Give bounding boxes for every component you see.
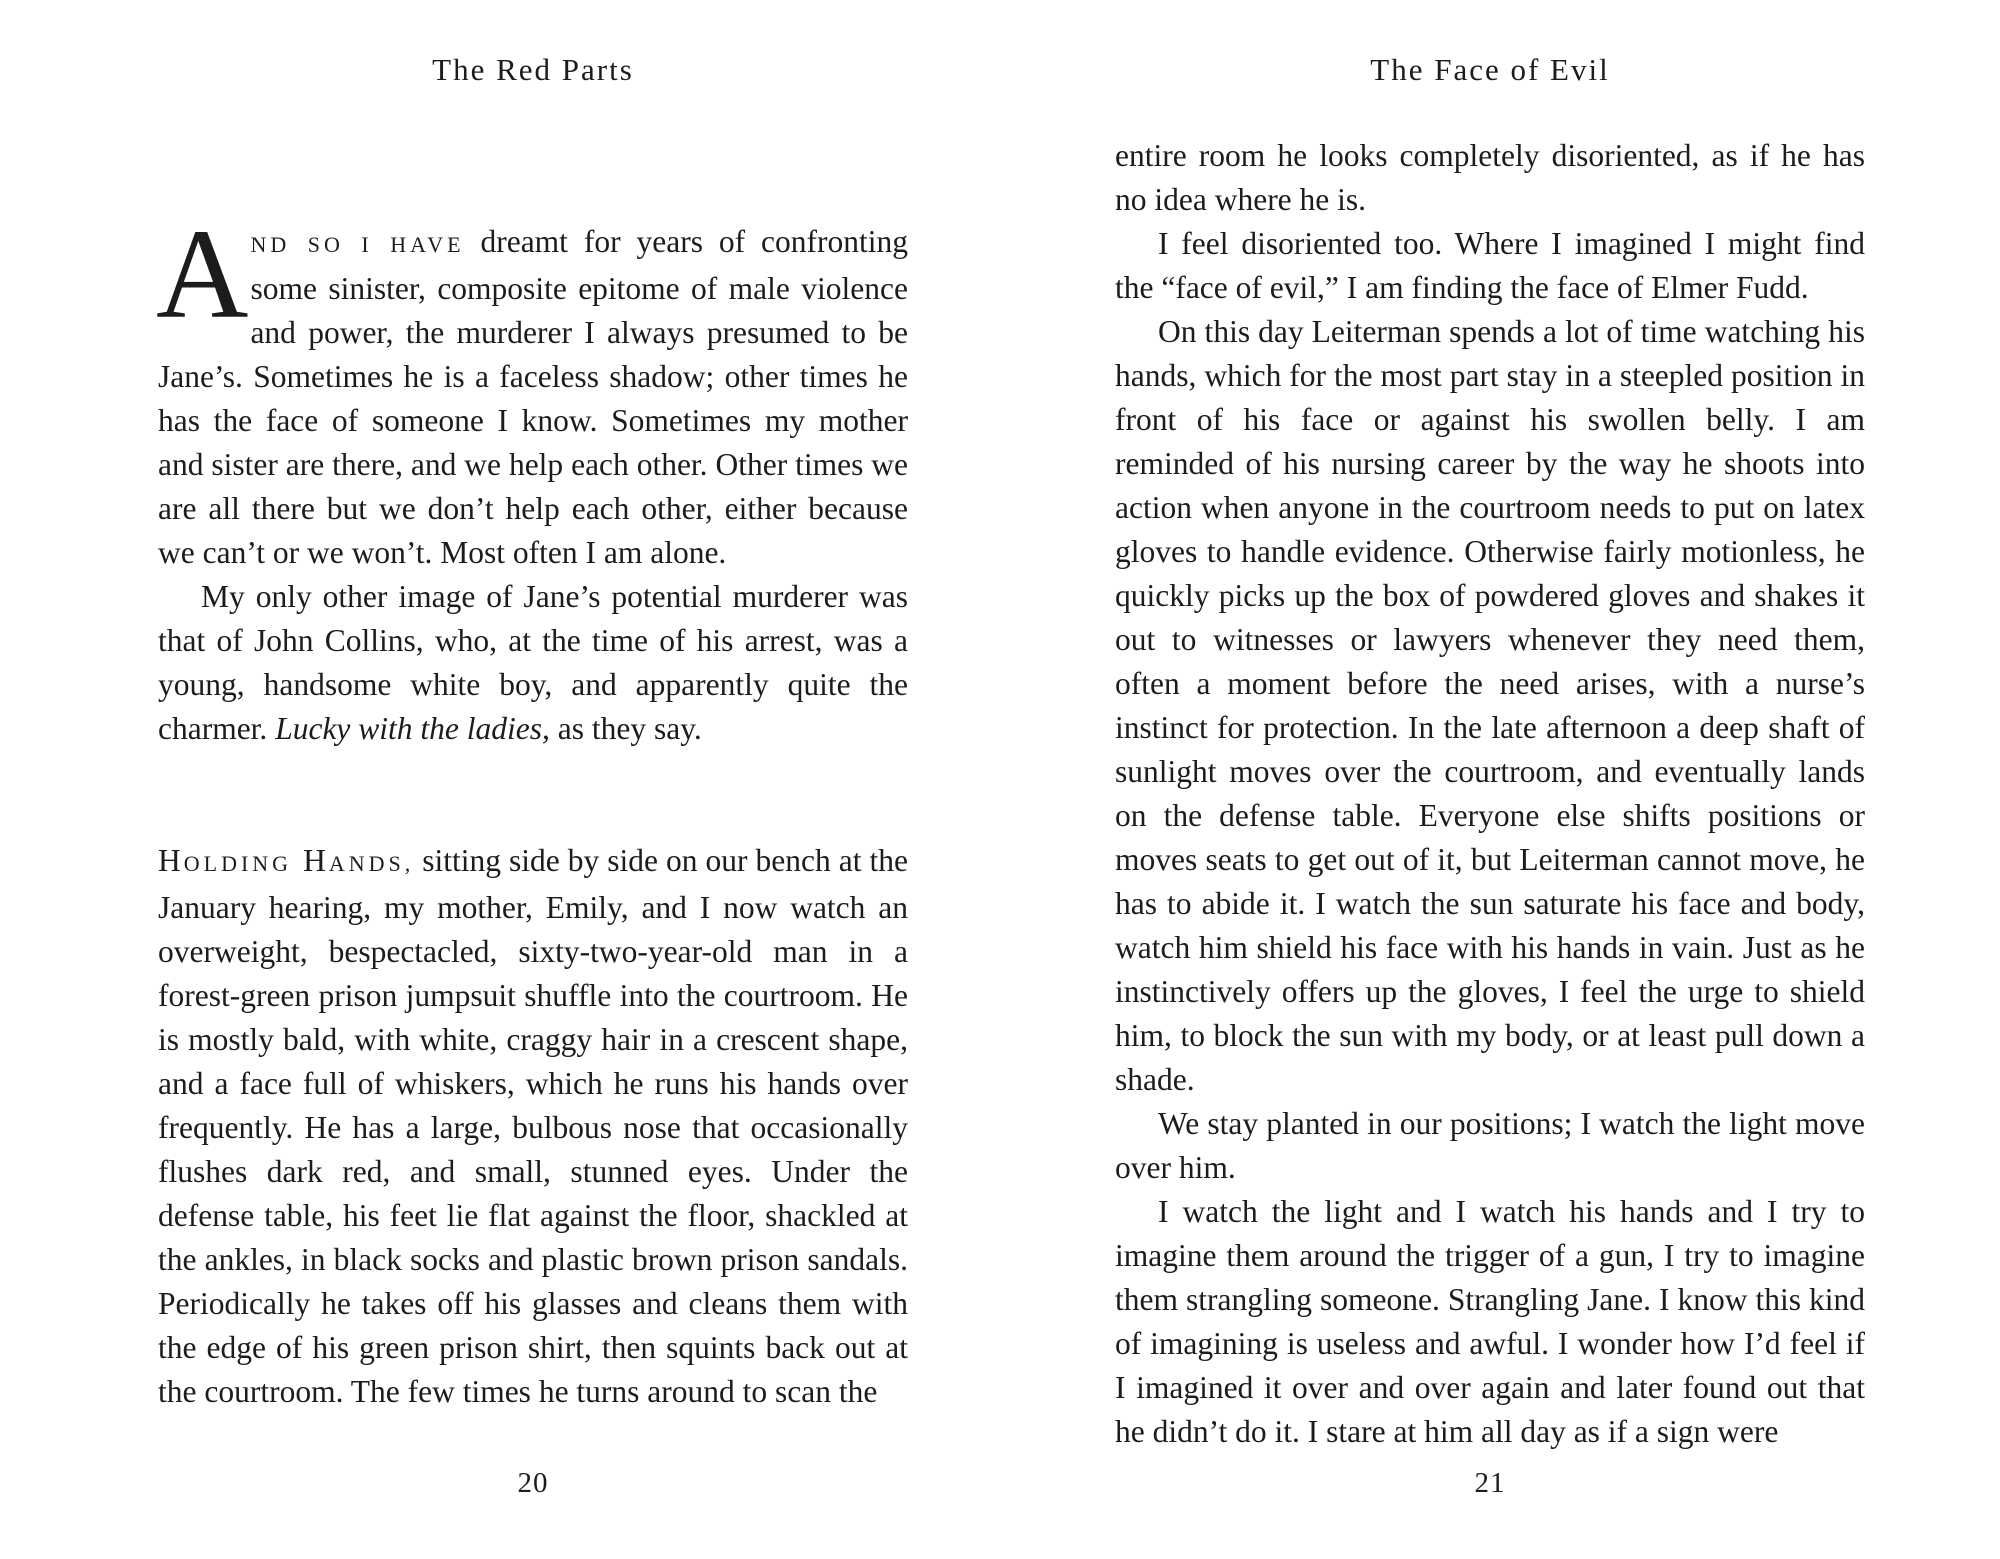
drop-cap: A (156, 203, 249, 345)
paragraph-collins (158, 575, 908, 751)
paragraph-opening (156, 203, 908, 575)
paragraph-text-tail: as they say. (549, 711, 702, 746)
right-page (1000, 0, 2000, 1559)
section-cap-2: H (292, 843, 329, 878)
paragraph-section-start (158, 839, 908, 1414)
paragraph: I feel disoriented too. Where I imagined I might find the “face of evil,” I am finding the face of Elmer Fudd. (1115, 226, 1865, 305)
paragraph-continued: entire room he looks completely disoriented, as if he has no idea where he is. (1115, 138, 1865, 217)
section-cap-1: H (158, 843, 184, 878)
paragraph-text: sitting side by side on our bench at the January hearing, my mother, Emily, and I now watch an overweight, bespectacled, sixty-two-year-old man in a forest-green prison jumpsuit shuffle into the courtroom. He is mostly bald, with white, craggy hair in a crescent shape, and a face full of whiskers, which he runs his hands over frequently. He has a large, bulbous nose that occasionally flushes dark red, and small, stunned eyes. Under the defense table, his feet lie flat against the floor, shackled at the ankles, in black socks and plastic brown prison sandals. Periodically he takes off his glasses and cleans them with the edge of his green prison shirt, then squints back out at the courtroom. The few times he turns around to scan the (158, 843, 909, 1409)
paragraph: On this day Leiterman spends a lot of time watching his hands, which for the most part stay in a steepled position in front of his face or against his swollen belly. I am reminded of his nursing career by the way he shoots into action when anyone in the courtroom needs to put on latex gloves to handle evidence. Otherwise fairly motionless, he quickly picks up the box of powdered gloves and shakes it out to witnesses or lawyers whenever they need them, often a moment before the need arises, with a nurse’s instinct for protection. In the late afternoon a deep shaft of sunlight moves over the courtroom, and eventually lands on the defense table. Everyone else shifts positions or moves seats to get out of it, but Leiterman cannot move, he has to abide it. I watch the sun saturate his face and body, watch him shield his face with his hands in vain. Just as he instinctively offers up the gloves, I feel the urge to shield him, to block the sun with my body, or at least pull down a shade. (1115, 314, 1865, 1097)
section-small-caps-2: ANDS, (328, 851, 415, 876)
page-number-right: 21 (1474, 1467, 1506, 1499)
paragraph-text: dreamt for years of confronting some sinister, composite epitome of male violence and power, the murderer I always presumed to be Jane’s. Sometimes he is a faceless shadow; other times he has the face of someone I know. Sometimes my mother and sister are there, and we help each other. Other times we are all there but we don’t help each other, either because we can’t or we won’t. Most often I am alone. (158, 224, 908, 570)
right-text-block (1115, 134, 1865, 1454)
left-text-block (156, 203, 909, 1414)
opening-small-caps: ND SO I HAVE (250, 232, 465, 257)
italic-phrase: Lucky with the ladies, (275, 711, 550, 746)
section-small-caps-1: OLDING (183, 851, 293, 876)
page-number-left: 20 (517, 1467, 549, 1499)
paragraph: We stay planted in our positions; I watch the light move over him. (1115, 1106, 1865, 1185)
paragraph-text: My only other image of Jane’s potential murderer was that of John Collins, who, at the time of his arrest, was a young, handsome white boy, and apparently quite the charmer. (158, 579, 908, 746)
running-head-right: The Face of Evil (1370, 52, 1610, 87)
paragraph: I watch the light and I watch his hands and I try to imagine them around the trigger of a gun, I try to imagine them strangling someone. Strangling Jane. I know this kind of imagining is useless and awful. I wonder how I’d feel if I imagined it over and over again and later found out that he didn’t do it. I stare at him all day as if a sign were (1115, 1194, 1865, 1449)
running-head-left: The Red Parts (432, 52, 634, 87)
